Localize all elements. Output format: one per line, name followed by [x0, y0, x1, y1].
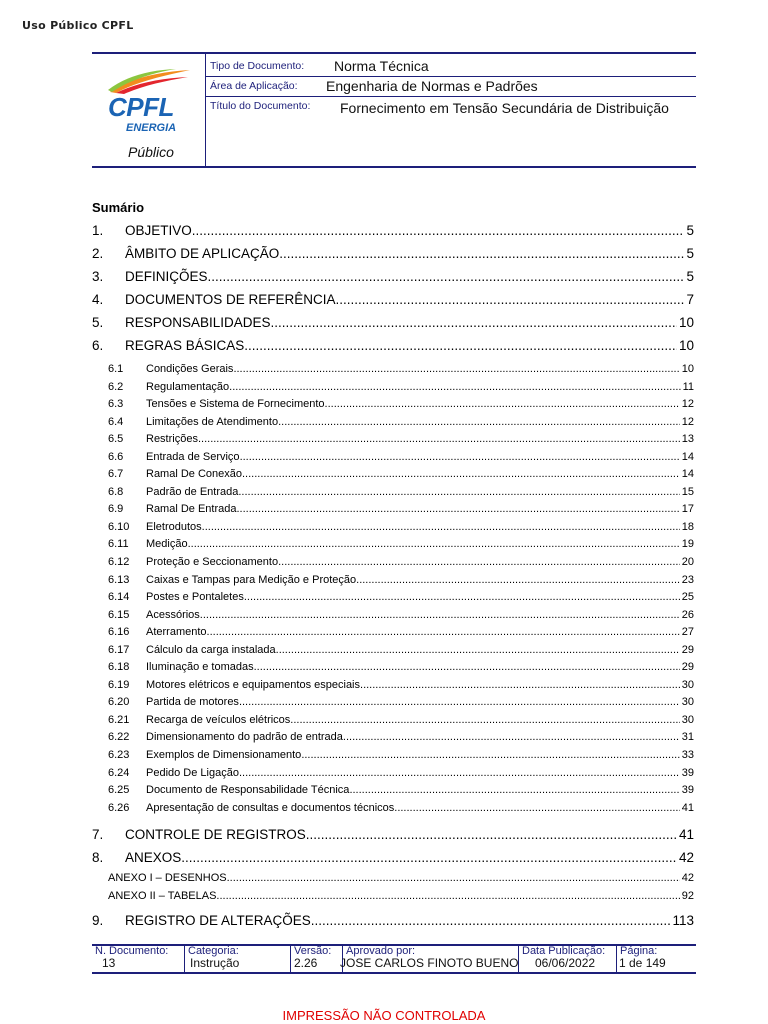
- toc-entry-number: 6.6: [108, 450, 124, 463]
- toc-entry-page: 10: [681, 363, 694, 375]
- toc-entry-page: 14: [681, 450, 694, 463]
- toc-entry[interactable]: [92, 466, 694, 484]
- toc-entry-page: 30: [681, 696, 694, 709]
- toc-entry-page: 26: [681, 608, 694, 621]
- toc-entry-label: Dimensionamento do padrão de entrada: [146, 731, 343, 744]
- toc-entry-number: 6.19: [108, 678, 130, 691]
- toc-entry-page: 15: [681, 485, 694, 498]
- toc-entry-number: 7.: [92, 827, 104, 843]
- toc-leader-dots: [198, 431, 680, 449]
- toc-entry-page: 31: [681, 731, 694, 744]
- toc-entry-label: ANEXO I – DESENHOS: [108, 872, 227, 885]
- toc-heading: Sumário: [92, 200, 145, 215]
- footer-doc-number-label: N. Documento:: [95, 945, 169, 957]
- toc-entry[interactable]: [92, 414, 694, 432]
- toc-entry-label: Proteção e Seccionamento: [146, 556, 279, 569]
- toc-entry[interactable]: [92, 242, 694, 265]
- toc-entry-label: Recarga de veículos elétricos: [146, 713, 291, 726]
- toc-entry-label: Entrada de Serviço: [146, 450, 240, 463]
- application-area-value: Engenharia de Normas e Padrões: [326, 78, 538, 94]
- toc-entry-label: RESPONSABILIDADES: [125, 315, 271, 330]
- toc-entry[interactable]: [92, 846, 694, 869]
- toc-entry-page: 19: [681, 538, 694, 551]
- footer-category-label: Categoria:: [188, 945, 239, 957]
- footer-page-label: Página:: [620, 945, 658, 957]
- toc-entry-label: REGISTRO DE ALTERAÇÕES: [125, 913, 311, 929]
- toc-entry-number: 6.3: [108, 398, 124, 411]
- toc-entry[interactable]: [92, 765, 694, 783]
- toc-leader-dots: [216, 887, 679, 905]
- toc-entry-number: 6.22: [108, 731, 130, 744]
- toc-entry-label: Aterramento: [146, 626, 207, 639]
- toc-entry-page: 42: [678, 850, 694, 866]
- toc-leader-dots: [233, 361, 679, 379]
- toc-entry[interactable]: [92, 431, 694, 449]
- toc-entry-number: 6.8: [108, 485, 124, 498]
- toc-entry-label: CONTROLE DE REGISTROS: [125, 827, 306, 843]
- logo-subtitle: ENERGIA: [126, 122, 177, 134]
- footer-approved-by-value: JOSE CARLOS FINOTO BUENO: [340, 956, 519, 970]
- toc-entry-number: 6.13: [108, 573, 130, 586]
- toc-entry-page: 33: [681, 749, 694, 762]
- toc-leader-dots: [188, 536, 680, 554]
- toc-entry[interactable]: [92, 887, 694, 905]
- toc-entry-label: Apresentação de consultas e documentos técnicos: [146, 801, 395, 814]
- toc-entry-label: Tensões e Sistema de Fornecimento: [146, 398, 325, 411]
- toc-entry-number: 2.: [92, 246, 104, 261]
- toc-entry-number: 6.18: [108, 661, 130, 674]
- toc-entry[interactable]: [92, 449, 694, 467]
- toc-leader-dots: [325, 396, 680, 414]
- toc-entry-page: 13: [681, 433, 694, 446]
- toc-leader-dots: [336, 288, 685, 311]
- toc-entry[interactable]: [92, 782, 694, 800]
- logo-swoosh-icon: [106, 68, 192, 94]
- toc-entry[interactable]: [92, 823, 694, 846]
- classification-label: Público: [128, 144, 174, 160]
- doc-title-row: [206, 96, 696, 164]
- toc-entry-label: Partida de motores: [146, 696, 239, 709]
- toc-entry[interactable]: [92, 361, 694, 379]
- toc-entry[interactable]: [92, 265, 694, 288]
- toc-leader-dots: [343, 729, 680, 747]
- usage-classification: Uso Público CPFL: [22, 19, 134, 32]
- application-area-row: [206, 76, 696, 97]
- toc-entry-number: 6.4: [108, 415, 124, 428]
- toc-leader-dots: [200, 607, 680, 625]
- toc-entry-page: 5: [686, 246, 694, 261]
- toc-entry-page: 39: [681, 766, 694, 779]
- logo-wordmark: CPFL: [108, 92, 174, 122]
- toc-entry-page: 29: [681, 643, 694, 656]
- toc-entry-number: 5.: [92, 315, 104, 330]
- toc-entry-page: 5: [686, 269, 694, 284]
- toc-entry-page: 30: [681, 678, 694, 691]
- toc-leader-dots: [301, 747, 679, 765]
- toc-entry[interactable]: [92, 519, 694, 537]
- toc-entry-page: 11: [682, 380, 694, 393]
- toc-entry-page: 20: [681, 556, 694, 569]
- toc-entry[interactable]: [92, 677, 694, 695]
- footer-version: [290, 946, 342, 972]
- toc-entry[interactable]: [92, 554, 694, 572]
- toc-entry-label: ANEXO II – TABELAS: [108, 890, 217, 903]
- toc-entry[interactable]: [92, 747, 694, 765]
- toc-entry[interactable]: [92, 607, 694, 625]
- toc-entry-page: 41: [678, 827, 694, 843]
- doc-type-value: Norma Técnica: [334, 58, 429, 74]
- toc-leader-dots: [306, 823, 677, 846]
- toc-entry-number: 3.: [92, 269, 104, 284]
- toc-leader-dots: [278, 414, 680, 432]
- doc-title-value: Fornecimento em Tensão Secundária de Distribuição: [340, 100, 669, 116]
- toc-entry-page: 23: [681, 573, 694, 586]
- toc-entry[interactable]: [92, 589, 694, 607]
- toc-entry-label: Postes e Pontaletes: [146, 591, 244, 604]
- document-footer: [92, 944, 696, 974]
- toc-entry-number: 6.17: [108, 643, 130, 656]
- toc-entry-number: 6.: [92, 338, 104, 353]
- toc-leader-dots: [229, 379, 680, 397]
- toc-entry-label: Documento de Responsabilidade Técnica: [146, 784, 350, 797]
- toc-entry-label: Iluminação e tomadas: [146, 661, 254, 674]
- toc-entry-label: Ramal De Entrada: [146, 503, 237, 516]
- toc-entry[interactable]: [92, 396, 694, 414]
- toc-entry[interactable]: [92, 536, 694, 554]
- toc-leader-dots: [394, 800, 679, 818]
- toc-entry-number: 6.25: [108, 784, 130, 797]
- toc-leader-dots: [237, 501, 680, 519]
- toc-leader-dots: [360, 677, 680, 695]
- footer-version-value: 2.26: [294, 956, 318, 970]
- toc-entry-label: REGRAS BÁSICAS: [125, 338, 245, 353]
- footer-version-label: Versão:: [294, 945, 332, 957]
- footer-approved-by: [342, 946, 518, 972]
- toc-leader-dots: [207, 624, 680, 642]
- footer-page: [616, 946, 696, 972]
- toc-entry-number: 6.11: [108, 538, 129, 551]
- footer-doc-number: [92, 946, 184, 972]
- toc-entry-label: Limitações de Atendimento: [146, 415, 279, 428]
- application-area-label: Área de Aplicação:: [210, 80, 298, 92]
- toc-entry-number: 6.2: [108, 380, 124, 393]
- toc-entry-label: Caixas e Tampas para Medição e Proteção: [146, 573, 357, 586]
- toc-leader-dots: [311, 909, 671, 932]
- toc-entry[interactable]: [92, 572, 694, 590]
- toc-entry-label: Eletrodutos: [146, 520, 202, 533]
- toc-entry[interactable]: [92, 334, 694, 357]
- doc-type-row: [206, 56, 696, 77]
- toc-entry-number: 6.10: [108, 520, 130, 533]
- toc-entry[interactable]: [92, 624, 694, 642]
- toc-entry-page: 17: [681, 503, 694, 516]
- footer-page-value: 1 de 149: [619, 956, 666, 970]
- toc-entry[interactable]: [92, 909, 694, 932]
- toc-entry-page: 41: [681, 801, 694, 814]
- toc-leader-dots: [276, 642, 680, 660]
- toc-entry-label: Ramal De Conexão: [146, 468, 242, 481]
- toc-entry-number: 6.21: [108, 713, 130, 726]
- toc-entry-label: Medição: [146, 538, 188, 551]
- toc-entry-number: 6.5: [108, 433, 124, 446]
- toc-entry-number: 6.12: [108, 556, 130, 569]
- footer-approved-by-label: Aprovado por:: [346, 945, 416, 957]
- toc-entry-number: 1.: [92, 223, 104, 238]
- toc-leader-dots: [254, 659, 680, 677]
- footer-publish-date-label: Data Publicação:: [522, 945, 606, 957]
- table-of-contents: [92, 219, 694, 932]
- toc-entry[interactable]: [92, 659, 694, 677]
- toc-entry-page: 12: [681, 398, 694, 411]
- toc-entry-label: Padrão de Entrada: [146, 485, 239, 498]
- toc-entry[interactable]: [92, 712, 694, 730]
- toc-leader-dots: [181, 846, 677, 869]
- toc-entry-number: 6.20: [108, 696, 130, 709]
- toc-entry-number: 6.14: [108, 591, 130, 604]
- toc-entry-label: Acessórios: [146, 608, 200, 621]
- toc-leader-dots: [242, 466, 680, 484]
- toc-entry-number: 6.24: [108, 766, 130, 779]
- toc-entry-label: DEFINIÇÕES: [125, 269, 208, 284]
- toc-entry[interactable]: [92, 484, 694, 502]
- toc-leader-dots: [356, 572, 680, 590]
- footer-publish-date-value: 06/06/2022: [535, 956, 596, 970]
- toc-entry[interactable]: [92, 729, 694, 747]
- toc-entry-number: 6.1: [108, 363, 124, 375]
- doc-type-label: Tipo de Documento:: [210, 60, 305, 72]
- toc-entry-page: 10: [678, 315, 694, 330]
- toc-entry-page: 5: [686, 223, 694, 238]
- print-notice: IMPRESSÃO NÃO CONTROLADA: [282, 1008, 486, 1023]
- toc-entry-label: ÂMBITO DE APLICAÇÃO: [125, 246, 280, 261]
- toc-entry-label: Restrições: [146, 433, 198, 446]
- footer-publish-date: [518, 946, 616, 972]
- toc-entry[interactable]: [92, 311, 694, 334]
- toc-entry-page: 30: [681, 713, 694, 726]
- toc-entry-label: ANEXOS: [125, 850, 182, 866]
- toc-entry-number: 9.: [92, 913, 104, 929]
- toc-entry-page: 113: [672, 913, 694, 929]
- doc-title-label: Título do Documento:: [210, 100, 311, 112]
- toc-entry-number: 6.26: [108, 801, 130, 814]
- toc-entry-number: 6.9: [108, 503, 124, 516]
- toc-entry-page: 92: [681, 890, 694, 903]
- company-logo: [92, 54, 206, 166]
- toc-leader-dots: [227, 869, 680, 887]
- toc-entry-label: Exemplos de Dimensionamento: [146, 749, 302, 762]
- toc-entry-page: 7: [686, 292, 694, 307]
- toc-entry-number: 8.: [92, 850, 104, 866]
- toc-leader-dots: [192, 219, 685, 242]
- toc-entry[interactable]: [92, 219, 694, 242]
- toc-entry-page: 39: [681, 784, 694, 797]
- toc-entry-page: 42: [681, 872, 694, 885]
- toc-leader-dots: [239, 765, 680, 783]
- toc-leader-dots: [279, 242, 684, 265]
- toc-entry[interactable]: [92, 800, 694, 818]
- toc-leader-dots: [278, 554, 680, 572]
- toc-leader-dots: [290, 712, 679, 730]
- toc-entry-number: 6.7: [108, 468, 124, 481]
- toc-entry-label: Condições Gerais: [146, 363, 234, 375]
- toc-entry-label: Cálculo da carga instalada: [146, 643, 276, 656]
- toc-entry-label: Motores elétricos e equipamentos especiais: [146, 678, 361, 691]
- toc-entry-page: 12: [681, 415, 694, 428]
- toc-leader-dots: [239, 694, 680, 712]
- toc-leader-dots: [349, 782, 679, 800]
- toc-entry-page: 29: [681, 661, 694, 674]
- toc-entry-page: 18: [681, 520, 694, 533]
- toc-entry-page: 27: [681, 626, 694, 639]
- toc-entry[interactable]: [92, 694, 694, 712]
- toc-entry[interactable]: [92, 642, 694, 660]
- toc-entry-page: 14: [681, 468, 694, 481]
- document-header: [92, 52, 696, 168]
- toc-leader-dots: [271, 311, 677, 334]
- toc-entry-label: Regulamentação: [146, 380, 230, 393]
- toc-entry-number: 6.16: [108, 626, 130, 639]
- toc-entry-number: 6.23: [108, 749, 130, 762]
- toc-entry-label: DOCUMENTOS DE REFERÊNCIA: [125, 292, 336, 307]
- toc-leader-dots: [238, 484, 679, 502]
- toc-entry-number: 4.: [92, 292, 104, 307]
- toc-entry-page: 25: [681, 591, 694, 604]
- toc-entry-label: OBJETIVO: [125, 223, 192, 238]
- toc-entry-number: 6.15: [108, 608, 130, 621]
- toc-entry[interactable]: [92, 288, 694, 311]
- toc-entry[interactable]: [92, 869, 694, 887]
- toc-leader-dots: [244, 589, 680, 607]
- toc-leader-dots: [240, 449, 680, 467]
- footer-category-value: Instrução: [190, 956, 240, 970]
- footer-category: [184, 946, 290, 972]
- toc-entry[interactable]: [92, 379, 694, 397]
- footer-doc-number-value: 13: [102, 956, 116, 970]
- toc-entry-page: 10: [678, 338, 694, 353]
- toc-leader-dots: [244, 334, 677, 357]
- toc-entry-label: Pedido De Ligação: [146, 766, 239, 779]
- toc-leader-dots: [202, 519, 680, 537]
- toc-entry[interactable]: [92, 501, 694, 519]
- toc-leader-dots: [208, 265, 685, 288]
